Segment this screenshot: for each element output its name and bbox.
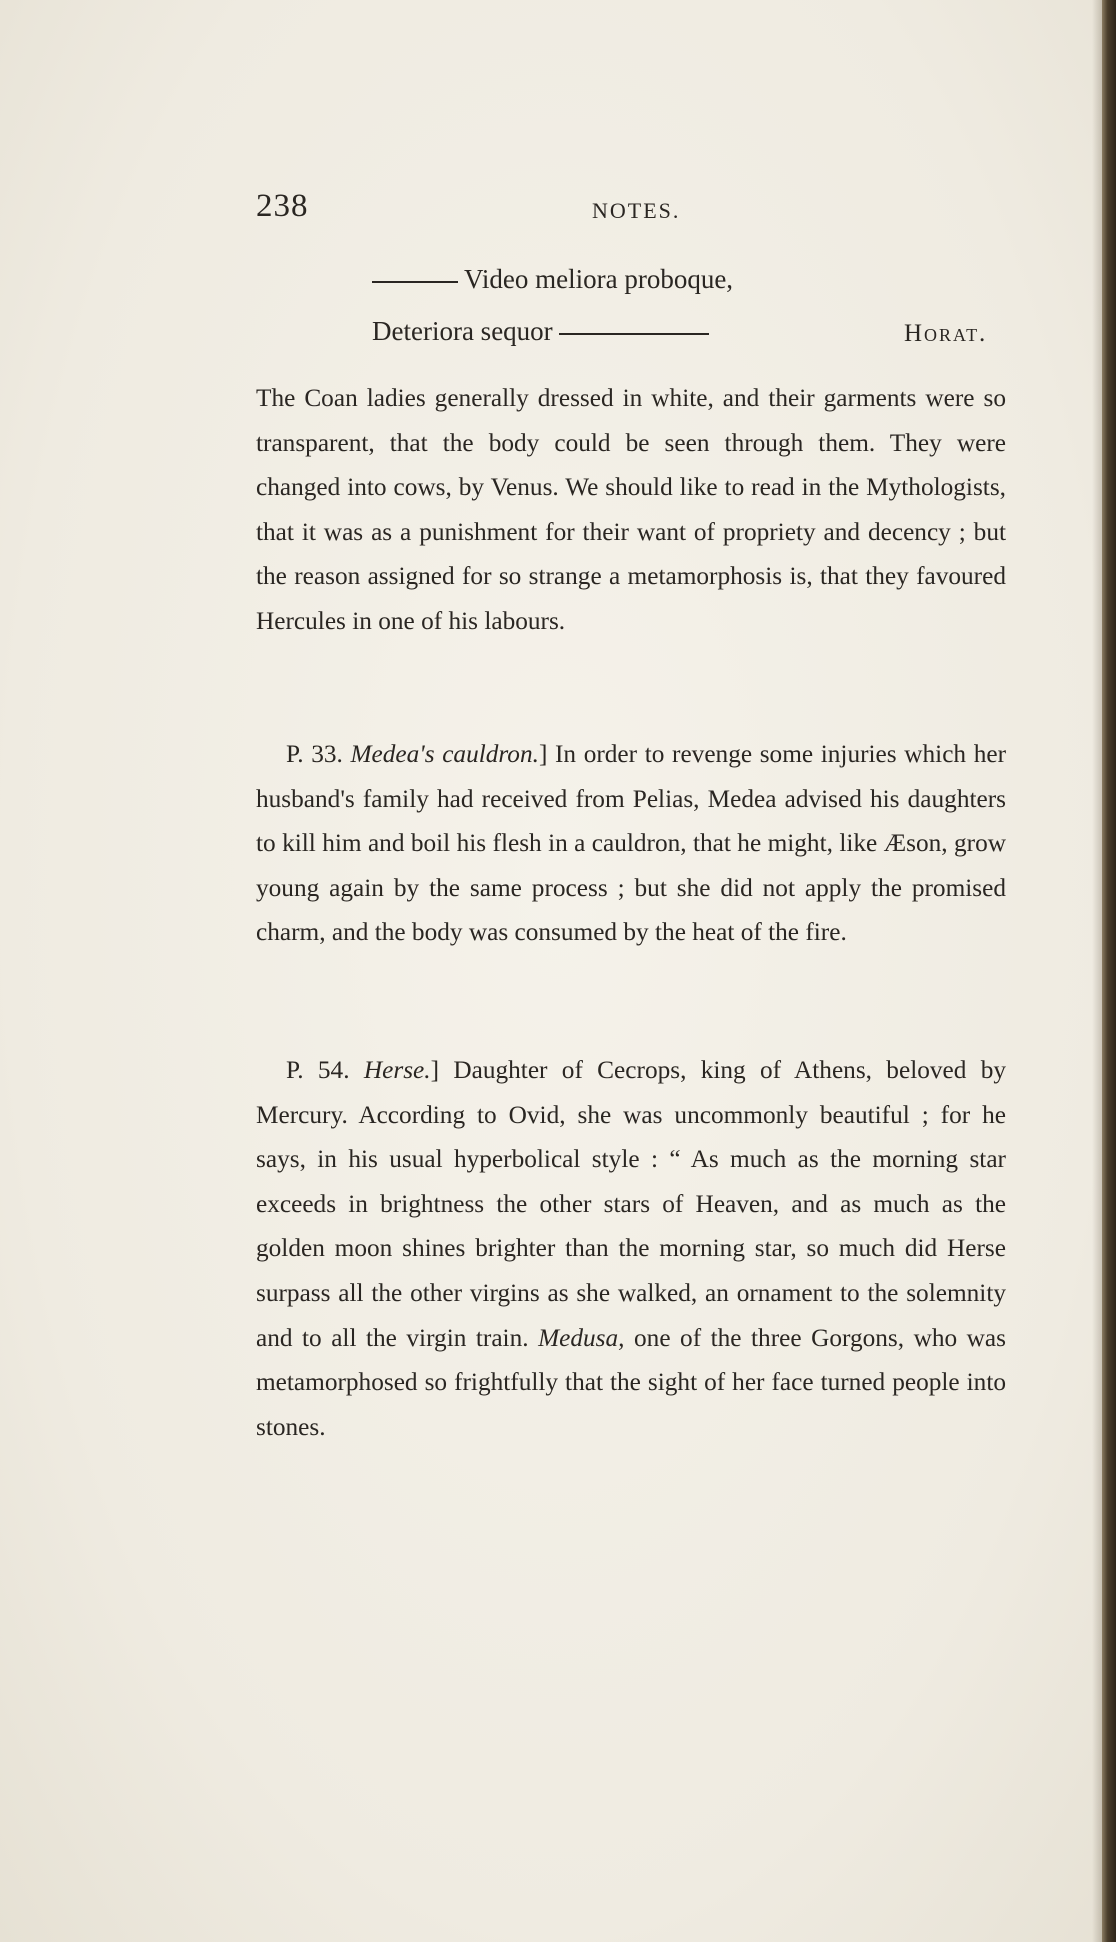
paragraph-1-text: The Coan ladies generally dressed in white, and their garments were so transparent, that the body could be seen through them. They were changed into cows, by Venus. We should like to read in the Mythologists, that it was as a punishment for their want of propriety and decency ; but the reason assigned for so strange a metamorphosis is, that they favoured Hercules in one of his labours.: [256, 384, 1006, 635]
paragraph-2-text: In order to revenge some injuries which her husband's family had received from Pelias, Medea advised his daughters to kill him and boil his flesh in a cauldron, that he might, like Æson, grow young again by the same process ; but she did not apply the promised charm, and the body was consumed by the heat of the fire.: [256, 740, 1007, 947]
quote-line-1-text: Video meliora proboque,: [464, 264, 734, 294]
quote-line-2: [372, 316, 715, 347]
paragraph-3-text-b: one of the three Gorgons, who was metamorphosed so frightfully that the sight of her face turned people into stones.: [256, 1323, 1006, 1441]
paragraph-3-text-a: Daughter of Cecrops, king of Athens, beloved by Mercury. According to Ovid, she was uncommonly beautiful ; for he says, in his usual hyperbolical style : “ As much as the morning star exceeds in brightness the other stars of Heaven, and as much as the golden moon shines brighter than the morning star, so much did Herse surpass all the other virgins as she walked, an ornament to the solemnity and to all the virgin train.: [256, 1056, 1007, 1352]
paragraph-herse: P. 54. Herse.] Daughter of Cecrops, king of Athens, beloved by Mercury. According to Ovid, she was uncommonly beautiful ; for he says, in his usual hyperbolical style : “ As much as the morning star exceeds in brightness the other stars of Heaven, and as much as the golden moon shines brighter than the morning star, so much did Herse surpass all the other virgins as she walked, an ornament to the solemnity and to all the virgin train. Medusa, one of the three Gorgons, who was metamorphosed so frightfully that the sight of her face turned people into stones.: [256, 1056, 1007, 1441]
quote-line-1: [372, 264, 733, 295]
quote-attribution: Horat.: [904, 320, 988, 347]
book-binding-edge: [1102, 0, 1116, 1942]
note-reference: P. 54.: [286, 1056, 350, 1084]
running-head: [256, 188, 1016, 228]
note-reference: P. 33.: [286, 740, 343, 768]
paragraph-coan-ladies: [256, 376, 1006, 644]
note-term: Herse.: [363, 1056, 431, 1084]
quote-line-2-text: Deteriora sequor: [372, 316, 553, 346]
note-term-medusa: Medusa,: [538, 1323, 625, 1352]
paragraph-medea: P. 33. Medea's cauldron.] In order to revenge some injuries which her husband's family had received from Pelias, Medea advised his daughters to kill him and boil his flesh in a cauldron, that he might, like Æson, grow young again by the same process ; but she did not apply the promised charm, and the body was consumed by the heat of the fire.: [256, 740, 1007, 947]
page-shadow: [1092, 0, 1102, 1942]
page-number: 238: [256, 188, 309, 224]
running-title: NOTES.: [592, 198, 681, 223]
trail-dash: [559, 333, 709, 335]
lead-dash: [372, 281, 458, 283]
note-term: Medea's cauldron.: [350, 740, 539, 768]
